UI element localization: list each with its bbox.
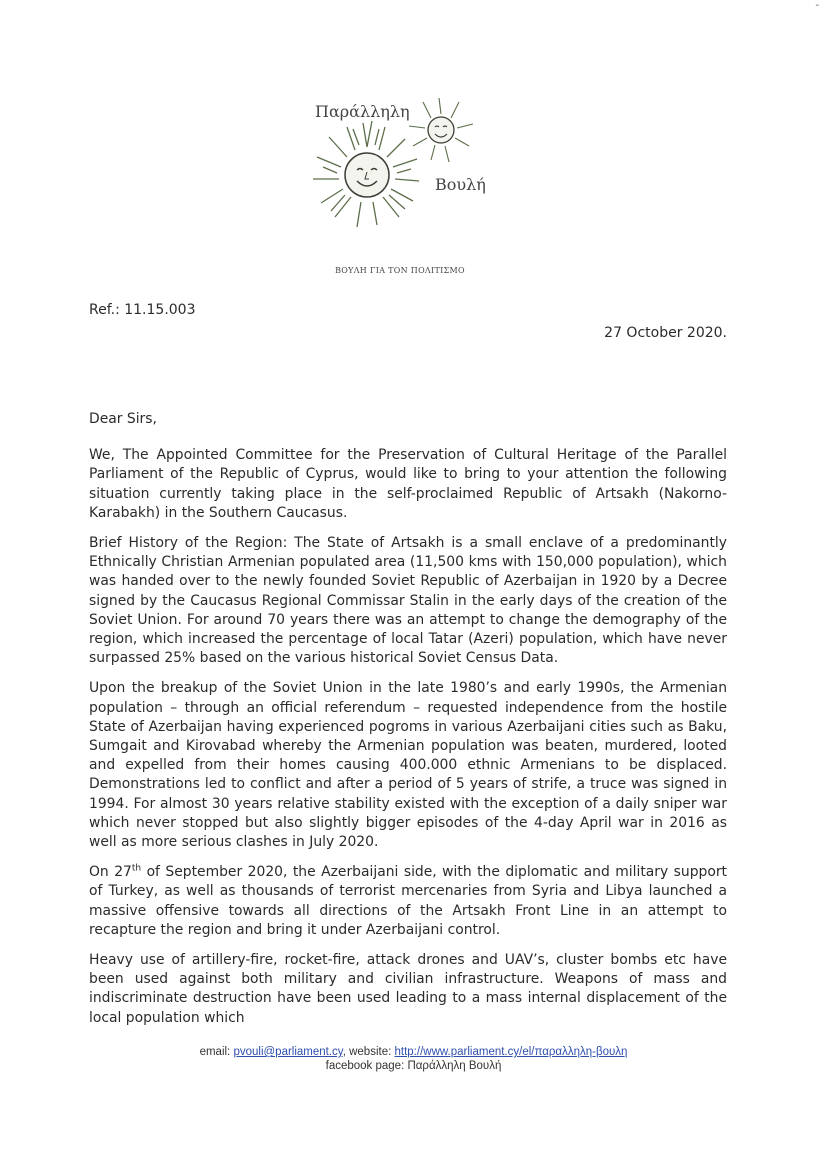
logo-word-parallel: Παράλληλη xyxy=(315,102,410,121)
footer xyxy=(0,1045,827,1073)
email-label: email: xyxy=(199,1046,234,1058)
email-link[interactable]: pvouli@parliament.cy xyxy=(233,1046,343,1058)
website-label: , website: xyxy=(342,1046,395,1058)
corner-mark: - xyxy=(815,0,819,11)
ordinal-suffix: th xyxy=(131,863,142,874)
logo xyxy=(305,80,505,240)
paragraph-offensive xyxy=(89,863,727,940)
paragraph-history: Brief History of the Region: The State of Artsakh is a small enclave of a predominantly Ethnically Christian Armenian populated area (11,500 kms with 150,000 population), which was handed over to the newly founded Soviet Republic of Azerbaijan in 1920 by a Decree signed by the Caucasus Regional Commissar Stalin in the early days of the creation of the Soviet Union. For around 70 years there was an attempt to change the demography of the region, which increased the percentage of local Tatar (Azeri) population, which have never surpassed 25% based on the various historical Soviet Census Data. xyxy=(89,535,727,667)
website-link[interactable]: http://www.parliament.cy/el/παραλληλη-βουλη xyxy=(394,1046,628,1058)
paragraph-breakup: Upon the breakup of the Soviet Union in the late 1980’s and early 1990s, the Armenian population – through an official referendum – requested independence from the hostile State of Azerbaijan having experienced pogroms in various Azerbaijani cities such as Baku, Sumgait and Kirovabad whereby the Armenian population was beaten, murdered, looted and expelled from their homes causing 400.000 ethnic Armenians to be displaced. Demonstrations led to conflict and after a period of 5 years of strife, a truce was signed in 1994. For almost 30 years relative stability existed with the exception of a daily sniper war which never stopped but also slightly bigger episodes of the 4-day April war in 2016 as well as more serious clashes in July 2020. xyxy=(89,680,727,851)
reference-number: Ref.: 11.15.003 xyxy=(89,302,196,318)
paragraph-weapons: Heavy use of artillery-fire, rocket-fire, attack drones and UAV’s, cluster bombs etc have been used against both military and civilian infrastructure. Weapons of mass and indiscriminate destruction have been used leading to a mass internal displacement of the local population which xyxy=(89,952,727,1026)
offensive-post: of September 2020, the Azerbaijani side, with the diplomatic and military support of Turkey, as well as thousands of terrorist mercenaries from Syria and Libya launched a massive offensive towards all directions of the Artsakh Front Line in an attempt to recapture the region and bring it under Azerbaijani control. xyxy=(89,864,728,938)
facebook-line: facebook page: Παράλληλη Βουλή xyxy=(325,1060,502,1072)
letter-date: 27 October 2020. xyxy=(604,325,727,341)
offensive-pre: On 27 xyxy=(89,864,132,881)
paragraph-introduction: We, The Appointed Committee for the Preservation of Cultural Heritage of the Parallel Parliament of the Republic of Cyprus, would like to bring to your attention the following situation currently taking place in the self-proclaimed Republic of Artsakh (Nakorno-Karabakh) in the Southern Caucasus. xyxy=(89,447,727,521)
logo-word-parliament: Βουλή xyxy=(435,175,486,194)
letter-body xyxy=(89,410,727,1039)
logo-subtitle: ΒΟΥΛΗ ΓΙΑ ΤΟΝ ΠΟΛΙΤΙΣΜΟ xyxy=(335,266,465,275)
footer-contact-line xyxy=(0,1045,827,1059)
salutation: Dear Sirs, xyxy=(89,411,157,427)
